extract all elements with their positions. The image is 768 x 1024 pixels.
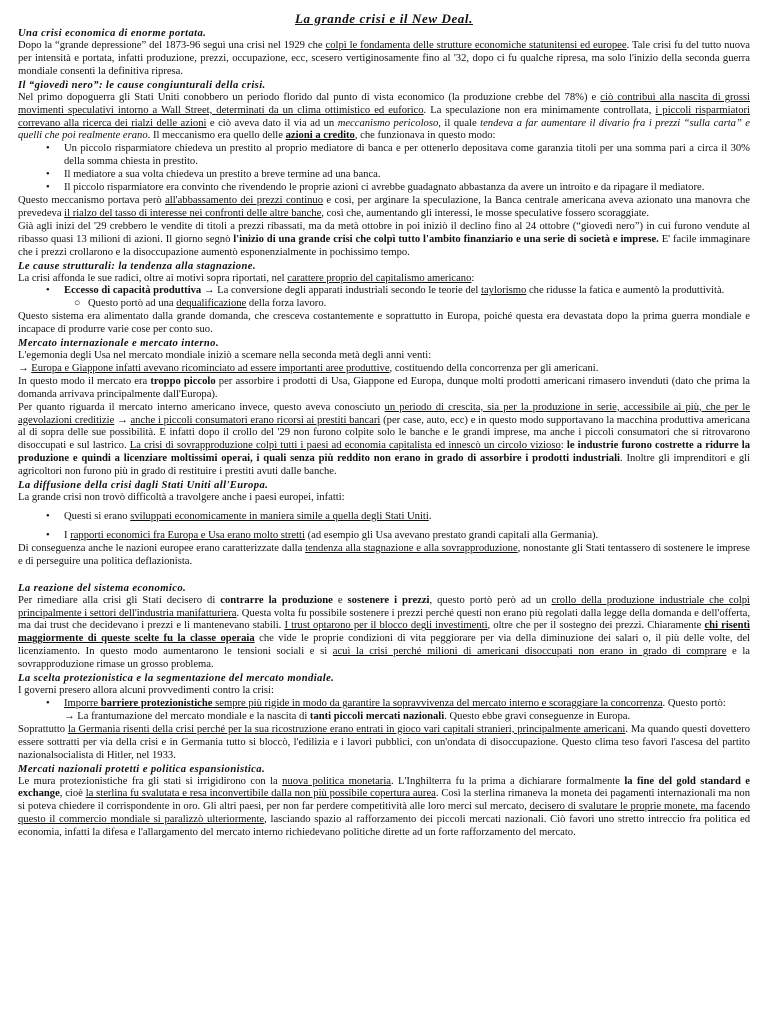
paragraph: Nel primo dopoguerra gli Stati Uniti conobbero un periodo florido dal punto di vista economico (la produzione crebbe del 78%) e ciò contribuì alla nascita di grossi movimenti speculativi intorno a Wall Street, determinati da un clima ottimistico ed euforico. La speculazione non era minimamente controllata, i piccoli risparmiatori correvano alla ricerca dei rialzi delle azioni e ciò aveva dato il via ad un meccanismo pericoloso, il quale tendeva a far aumentare il divario fra i prezzi “sulla carta” e quelli che poi realmente erano. Il meccanismo era quello delle azioni a credito, che funzionava in questo modo: xyxy=(18,91,751,142)
bullet-list xyxy=(18,698,750,724)
paragraph: → Europa e Giappone infatti avevano ricominciato ad essere importanti aree produttive, costituendo della concorrenza per gli americani. xyxy=(18,362,599,374)
paragraph: Questo sistema era alimentato dalla grande domanda, che cresceva costantemente e soprattutto in Europa, poiché questa era devastata dopo la prima guerra mondiale e incapace di produrre varie cose per conto suo. xyxy=(18,311,750,336)
list-item: • Il mediatore a sua volta chiedeva un prestito a breve termine ad una banca. xyxy=(46,169,381,181)
section-heading: La reazione del sistema economico. xyxy=(18,582,187,594)
paragraph: Questo meccanismo portava però all'abbassamento dei prezzi continuo e così, per arginare la speculazione, la Banca centrale americana aveva azionato una manovra che prevedeva il rialzo del tasso di interesse nei confronti delle altre banche, così che, aumentando gli interessi, le mosse speculative fossero scoraggiate. xyxy=(18,194,750,219)
paragraph: Soprattutto la Germania risentì della crisi perché per la sua ricostruzione erano entrati in gioco vari capitali stranieri, principalmente americani. Ma quando questi dovettero essere sottratti per via della crisi e in Germania tutto si bloccò, l'edilizia e i lavori pubblici, con un'ondata di disoccupazione. Questo clima teso favorì l'ascesa del partito nazionalsocialista di Hitler, nel 1933. xyxy=(18,723,750,761)
list-item: ○ Questo portò ad una dequalificazione della forza lavoro. xyxy=(74,298,327,310)
list-item: • I rapporti economici fra Europa e Usa erano molto stretti (ad esempio gli Usa avevano prestato grandi capitali alla Germania). xyxy=(46,529,599,541)
paragraph: Per quanto riguarda il mercato interno americano invece, questo aveva conosciuto un periodo di crescita, sia per la produzione in serie, accessibile ai più, che per le agevolazioni creditizie → anche i piccoli consumatori erano ricorsi ai prestiti bancari (per case, auto, ecc) e in questo modo supportavano la macchina produttiva americana al di sopra delle sue possibilità. E infatti dopo il crollo del '29 non furono colpite solo le banche e le grandi imprese, ma anche i piccoli consumatori che si ritrovarono disoccupati e sul lastrico. La crisi di sovrapproduzione colpì tutti i paesi ad economia capitalista ed innescò un circolo vizioso: le industrie furono costrette a ridurre la produzione e quindi a licenziare moltissimi operai, i quali senza più reddito non erano in grado di assorbire i prodotti industriali. Inoltre gli imprenditori e gli agricoltori non furono più in grado di restituire i prestiti avuti dalle banche. xyxy=(18,401,751,478)
page-title: La grande crisi e il New Deal. xyxy=(295,11,473,26)
section-heading: Le cause strutturali: la tendenza alla stagnazione. xyxy=(18,260,256,272)
section-heading: Il “giovedì nero”: le cause congiunturali della crisi. xyxy=(18,79,266,91)
list-item: • Imporre barriere protezionistiche sempre più rigide in modo da garantire la sopravvivenza del mercato interno e scoraggiare la concorrenza. Questo portò: → La frantumazione del mercato mondiale e la nascita di tanti piccoli mercati nazionali. Questo ebbe gravi conseguenze in Europa. xyxy=(46,697,726,722)
paragraph: In questo modo il mercato era troppo piccolo per assorbire i prodotti di Usa, Giappone ed Europa, dunque molti prodotti americani rimasero invenduti (dato che prima la domanda arrivava principalmente dall'Europa). xyxy=(18,375,750,400)
section-heading: Una crisi economica di enorme portata. xyxy=(18,28,207,39)
bullet-list xyxy=(18,285,750,298)
section-heading: La diffusione della crisi dagli Stati Uniti all'Europa. xyxy=(18,480,269,492)
paragraph: Dopo la “grande depressione” del 1873-96 seguì una crisi nel 1929 che colpì le fondamenta delle strutture economiche statunitensi ed europee. Tale crisi fu del tutto nuova per intensità e portata, infatti produzione, prezzi, occupazione, ecc, scesero vertiginosamente fino al '32, dopo ci fu qualche ripresa, ma solo l'inizio della seconda guerra mondiale consentì la definitiva ripresa. xyxy=(18,40,750,77)
sub-bullet-list xyxy=(18,298,750,311)
paragraph: Le mura protezionistiche fra gli stati si irrigidirono con la nuova politica monetaria. L'Inghilterra fu la prima a dichiarare formalmente la fine del gold standard e exchange, cioè la sterlina fu svalutata e resa inconvertibile dalla non più possibile copertura aurea. Così la sterlina rimaneva la moneta dei pagamenti internazionali ma non si poteva chiedere il corrispondente in oro. Gli altri paesi, per non far perdere competitività alle loro merci sul mercato, decisero di svalutare le proprie monete, ma facendo questo il commercio mondiale si paralizzò ulteriormente, lasciando spazio al rafforzamento dei piccoli mercati nazionali. Ciò favorì uno stretto intreccio fra politica ed economia, infatti la difesa e l'allargamento del mercato interno richiedevano politiche dirette ad un forte rafforzamento del mercato. xyxy=(18,775,751,839)
paragraph: Per rimediare alla crisi gli Stati decisero di contrarre la produzione e sostenere i prezzi, questo portò però ad un crollo della produzione industriale che colpì principalmente i settori dell'industria manifatturiera. Questa volta fu possibile sostenere i prezzi perché questi non erano più regolati dalla legge della domanda e dell'offerta, ma dai trust che decidevano i prezzi e li mantenevano stabili. I trust optarono per il blocco degli investimenti, oltre che per il sostegno dei prezzi. Chiaramente chi risentì maggiormente di queste scelte fu la classe operaia che vide le proprie condizioni di vita peggiorare per via della diminuzione dei salari o, il più delle volte, del licenziamento. In questo modo aumentarono le tensioni sociali e si acuì la crisi perché milioni di americani disoccupati non erano in grado di comprare e la sovrapproduzione rimase un grosso problema. xyxy=(18,594,751,671)
bullet-list xyxy=(18,511,750,543)
list-item: • Eccesso di capacità produttiva → La conversione degli apparati industriali secondo le teorie del taylorismo che ridusse la fatica e aumentò la produttività. xyxy=(46,285,725,297)
bullet-list xyxy=(18,143,750,195)
paragraph: L'egemonia degli Usa nel mercato mondiale iniziò a scemare nella seconda metà degli anni venti: xyxy=(18,350,432,362)
section-heading: La scelta protezionistica e la segmentazione del mercato mondiale. xyxy=(18,673,335,685)
paragraph: Di conseguenza anche le nazioni europee erano caratterizzate dalla tendenza alla stagnazione e alla sovrapproduzione, nonostante gli Stati tentassero di sostenere le imprese e di perseguire una politica deflazionista. xyxy=(18,542,750,567)
list-item: • Il piccolo risparmiatore era convinto che rivendendo le proprie azioni ci avrebbe guadagnato abbastanza da avere un introito e da ripagare il mediatore. xyxy=(46,182,705,194)
section-heading: Mercato internazionale e mercato interno. xyxy=(18,338,219,350)
list-item: • Un piccolo risparmiatore chiedeva un prestito al proprio mediatore di banca e per ottenerlo depositava come garanzia titoli per una somma pari a circa il 30% della somma chiesta in prestito. xyxy=(46,143,750,168)
paragraph: I governi presero allora alcuni provvedimenti contro la crisi: xyxy=(18,685,274,697)
list-item: • Questi si erano sviluppati economicamente in maniera simile a quella degli Stati Uniti. xyxy=(46,511,432,522)
section-heading: Mercati nazionali protetti e politica espansionistica. xyxy=(18,763,266,775)
paragraph: Già agli inizi del '29 crebbero le vendite di titoli a prezzi ribassati, ma da metà ottobre in poi iniziò il declino fino al 24 ottobre (“giovedì nero”) in cui furono vendute al ribasso quasi 13 milioni di azioni. Il giorno segnò l'inizio di una grande crisi che colpì tutto l'ambito finanziario e una serie di società e imprese. E' facile immaginare che i prezzi crollarono e la disoccupazione aumentò esponenzialmente in pochissimo tempo. xyxy=(18,220,750,258)
paragraph: La crisi affonda le sue radici, oltre ai motivi sopra riportati, nel carattere proprio del capitalismo americano: xyxy=(18,272,475,284)
paragraph: La grande crisi non trovò difficoltà a travolgere anche i paesi europei, infatti: xyxy=(18,492,345,504)
